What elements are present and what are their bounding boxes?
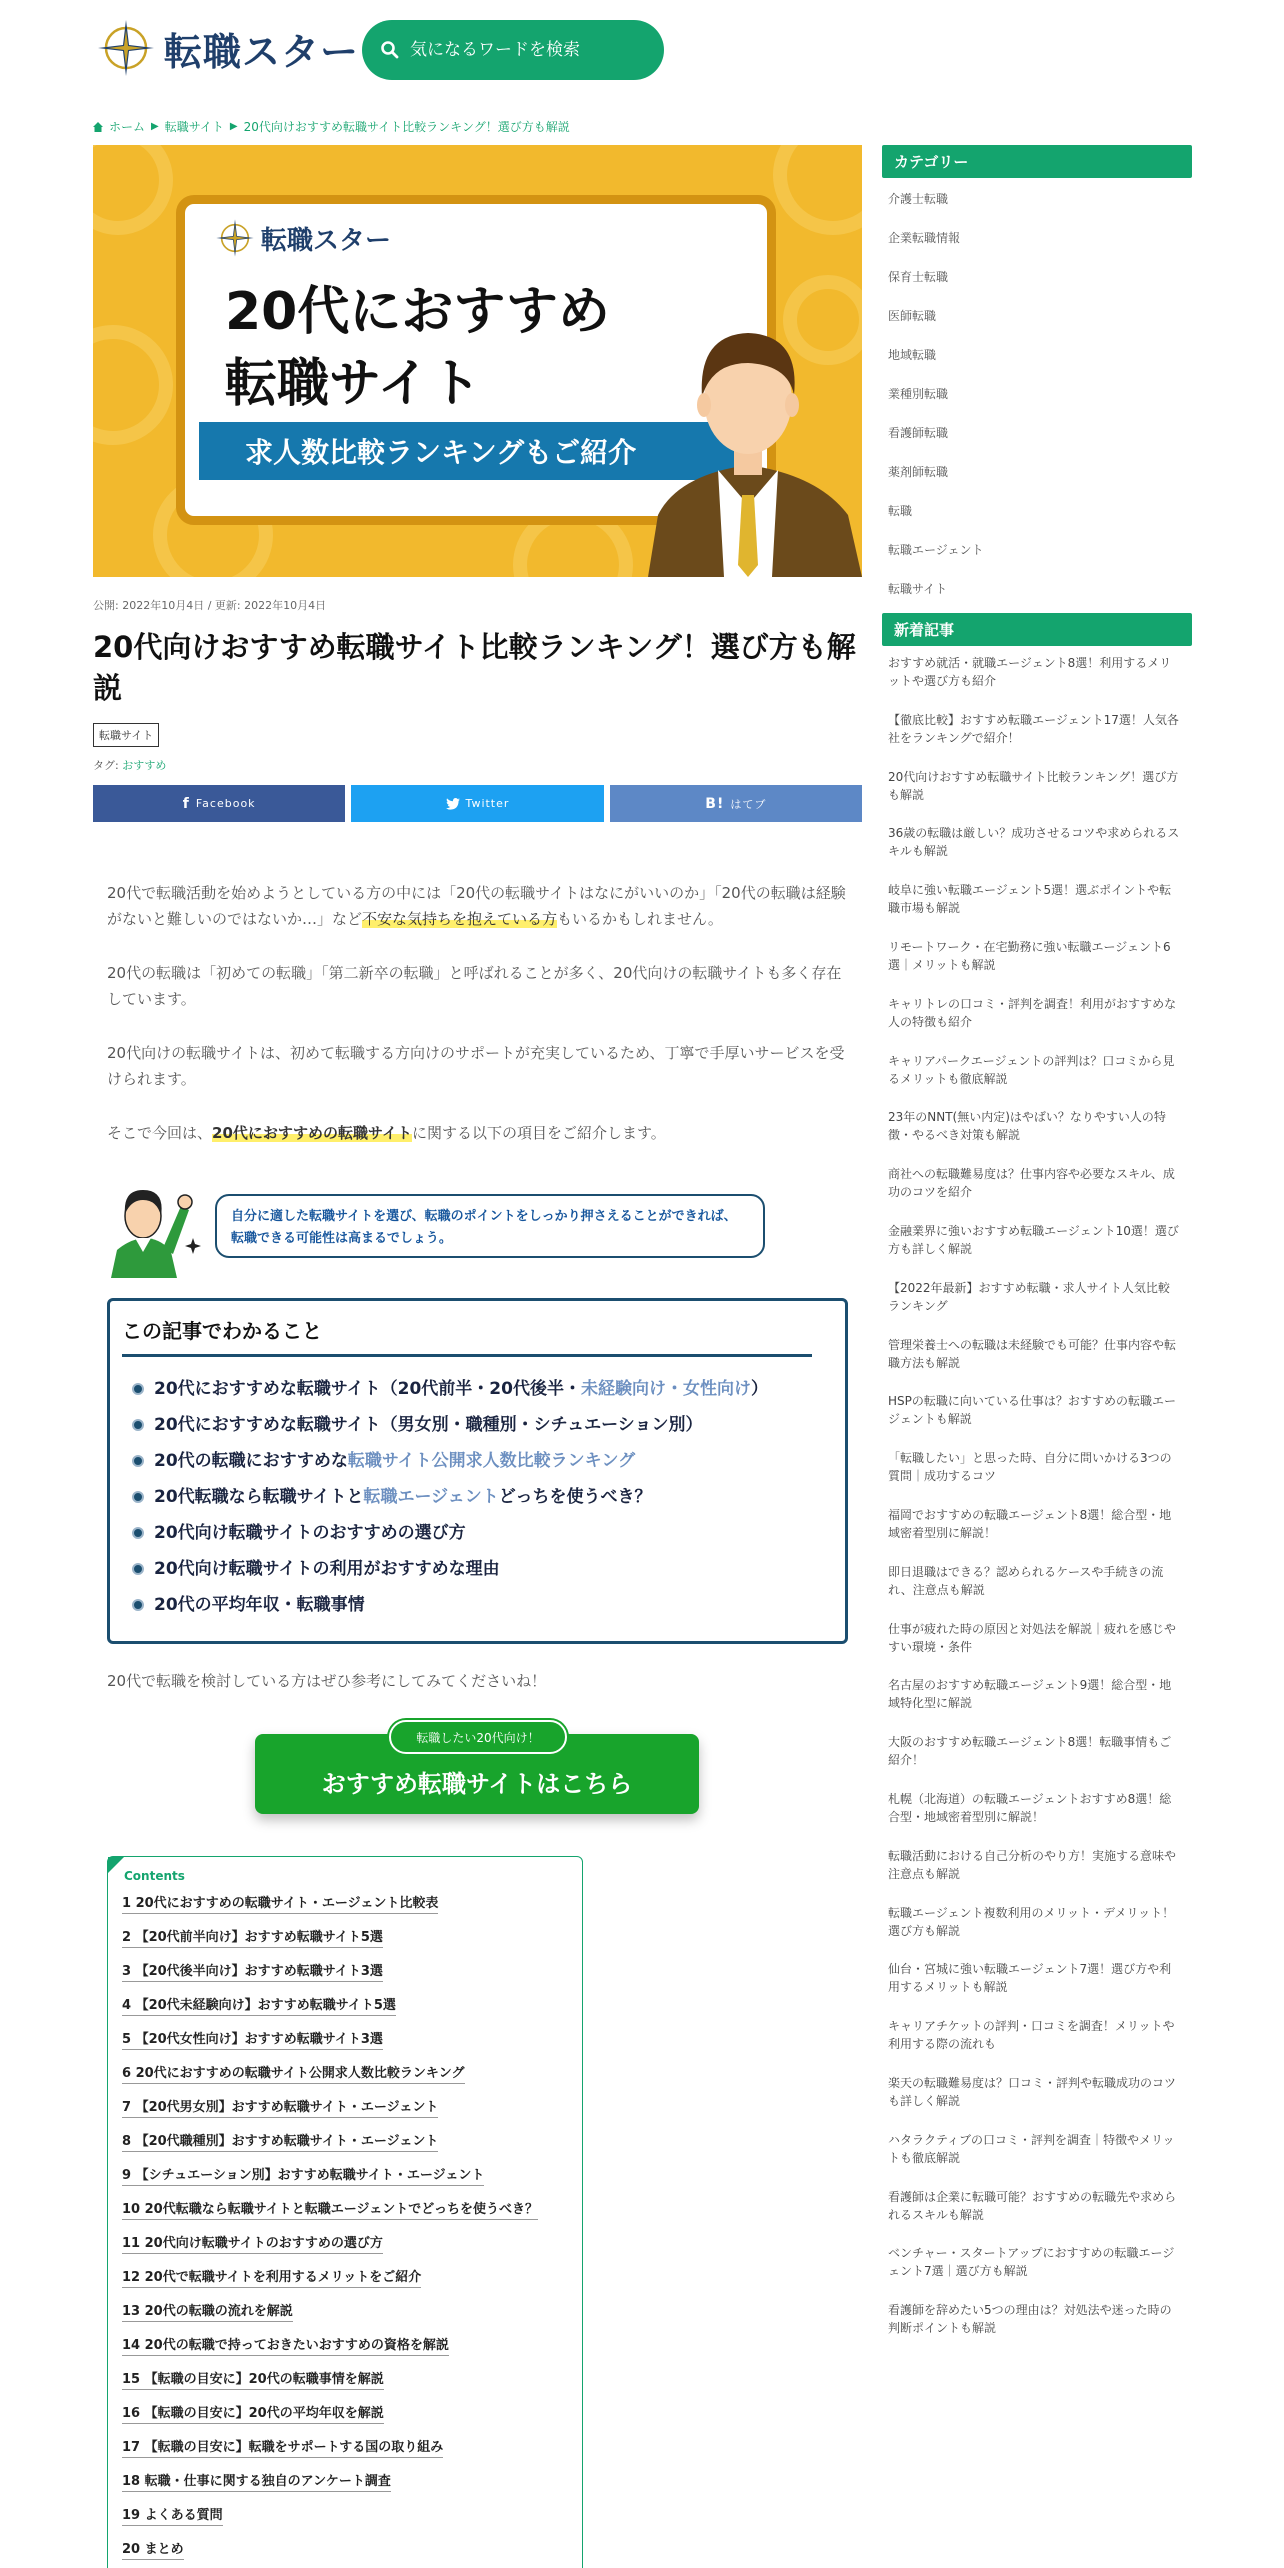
advisor-illustration	[107, 1178, 203, 1278]
sidebar-category-link[interactable]: 業種別転職	[888, 387, 949, 401]
toc-item	[122, 2193, 568, 2227]
businessman-illustration	[648, 305, 862, 577]
sidebar-news-link[interactable]: HSPの転職に向いている仕事は？おすすめの転職エージェントも解説	[888, 1394, 1176, 1427]
toc-link[interactable]	[122, 2270, 421, 2288]
toc-item	[122, 2091, 568, 2125]
toc-item	[122, 2499, 568, 2533]
twitter-icon	[446, 798, 460, 810]
bullet-icon	[132, 1419, 144, 1431]
toc-link[interactable]	[122, 2100, 438, 2118]
sidebar-news-link[interactable]: 管理栄養士への転職は未経験でも可能？仕事内容や転職方法も解説	[888, 1337, 1177, 1370]
facebook-share-button[interactable]	[93, 785, 345, 822]
toc-link-text: 12 20代で転職サイトを利用するメリットをご紹介	[122, 2270, 421, 2288]
cta-button[interactable]: おすすめ転職サイトはこちら	[255, 1734, 699, 1814]
breadcrumb-home[interactable]: ホーム	[109, 120, 146, 134]
speech-bubble: 自分に適した転職サイトを選び、転職のポイントをしっかり押さえることができれば、転職できる可能性は高まるでしょう。	[215, 1194, 765, 1258]
sidebar-category-link[interactable]: 保育士転職	[888, 270, 949, 284]
toc-link[interactable]	[122, 2202, 538, 2220]
toc-item	[122, 1989, 568, 2023]
toc-item	[122, 2057, 568, 2091]
sidebar-category-link[interactable]: 薬剤師転職	[888, 465, 949, 479]
toc-link-text: 5 【20代女性向け】おすすめ転職サイト3選	[122, 2032, 383, 2050]
toc-title: Contents	[124, 1869, 185, 1883]
sidebar-news-link[interactable]: 「転職したい」と思った時、自分に問いかける3つの質問｜成功するコツ	[888, 1451, 1172, 1484]
summary-link[interactable]: 未経験向け・女性向け	[580, 1379, 751, 1399]
cta-pill-label: 転職したい20代向け！	[389, 1720, 567, 1754]
twitter-share-button[interactable]	[351, 785, 603, 822]
toc-link-text: 4 【20代未経験向け】おすすめ転職サイト5選	[122, 1998, 396, 2016]
toc-link[interactable]	[122, 1896, 438, 1914]
home-icon	[93, 122, 103, 132]
toc-link[interactable]	[122, 2508, 223, 2526]
main-article	[93, 145, 862, 2568]
tag-link[interactable]: おすすめ	[122, 759, 167, 772]
corner-triangle-icon	[108, 1857, 124, 1873]
sidebar-news-link[interactable]: 看護師は企業に転職可能？おすすめの転職先や求められるスキルも解説	[888, 2189, 1177, 2222]
breadcrumb-category[interactable]: 転職サイト	[164, 120, 224, 134]
sidebar-news-link[interactable]: 23年のNNT(無い内定)はやばい？なりやすい人の特徴・やるべき対策も解説	[888, 1110, 1166, 1143]
toc-item	[122, 2227, 568, 2261]
summary-item: 20代の平均年収・転職事情	[122, 1587, 833, 1623]
sidebar-news-link[interactable]: 転職活動における自己分析のやり方！実施する意味や注意点も解説	[888, 1848, 1177, 1881]
toc-item	[122, 2431, 568, 2465]
facebook-icon: f	[182, 795, 190, 812]
sidebar-news-link[interactable]: キャリアチケットの評判・口コミを調査！メリットや利用する際の流れも	[888, 2019, 1175, 2052]
toc-item	[122, 2363, 568, 2397]
toc-link[interactable]	[122, 2338, 449, 2356]
sidebar-news-link[interactable]: 金融業界に強いおすすめ転職エージェント10選！選び方も詳しく解説	[888, 1223, 1179, 1256]
toc-link[interactable]	[122, 2134, 438, 2152]
intro-paragraph-3: 20代向けの転職サイトは、初めて転職する方向けのサポートが充実しているため、丁寧で手厚いサービスを受けられます。	[107, 1044, 845, 1088]
table-of-contents	[107, 1856, 583, 2568]
summary-item: 20代向け転職サイトの利用がおすすめな理由	[122, 1551, 833, 1587]
toc-link-text: 8 【20代職種別】おすすめ転職サイト・エージェント	[122, 2134, 438, 2152]
toc-link-text: 20 まとめ	[122, 2542, 184, 2560]
twitter-label: Twitter	[465, 797, 510, 810]
summary-link[interactable]: 転職サイト公開求人数比較ランキング	[347, 1451, 636, 1471]
toc-link-text: 17 【転職の目安に】転職をサポートする国の取り組み	[122, 2440, 443, 2458]
sidebar-news-link[interactable]: 大阪のおすすめ転職エージェント8選！転職事情もご紹介！	[888, 1735, 1172, 1768]
sidebar-news-link[interactable]: ハタラクティブの口コミ・評判を調査｜特徴やメリットも徹底解説	[888, 2132, 1175, 2165]
toc-link-text: 19 よくある質問	[122, 2508, 223, 2526]
sidebar-news-link[interactable]: キャリトレの口コミ・評判を調査！利用がおすすめな人の特徴も紹介	[888, 996, 1177, 1029]
toc-link-text: 11 20代向け転職サイトのおすすめの選び方	[122, 2236, 383, 2254]
highlight-text: 20代におすすめの転職サイト	[212, 1124, 412, 1142]
summary-item: 20代転職なら転職サイトと転職エージェントどっちを使うべき？	[122, 1479, 833, 1515]
toc-link[interactable]	[122, 1930, 383, 1948]
breadcrumb	[93, 118, 570, 135]
toc-link-text: 14 20代の転職で持っておきたいおすすめの資格を解説	[122, 2338, 449, 2356]
hero-ribbon: 求人数比較ランキングもご紹介	[199, 422, 759, 480]
sidebar-news-link[interactable]: 36歳の転職は厳しい？成功させるコツや求められるスキルも解説	[888, 826, 1180, 859]
toc-item	[122, 2159, 568, 2193]
tag-line	[93, 757, 862, 773]
toc-link[interactable]	[122, 2066, 465, 2084]
hero-image	[93, 145, 862, 577]
sidebar	[882, 145, 1192, 2358]
toc-link[interactable]	[122, 2032, 383, 2050]
facebook-label: Facebook	[195, 797, 256, 810]
categories-heading: カテゴリー	[882, 145, 1192, 178]
sidebar-news-link[interactable]: 【徹底比較】おすすめ転職エージェント17選！人気各社をランキングで紹介！	[888, 712, 1179, 745]
bullet-icon	[132, 1383, 144, 1395]
toc-link-text: 2 【20代前半向け】おすすめ転職サイト5選	[122, 1930, 383, 1948]
hero-logo-text: 転職スター	[261, 225, 392, 256]
toc-item	[122, 1921, 568, 1955]
search-bar[interactable]	[362, 20, 664, 80]
intro-paragraph-2: 20代の転職は「初めての転職」「第二新卒の転職」と呼ばれることが多く、20代向けの転職サイトも多く存在しています。	[107, 964, 842, 1008]
toc-link[interactable]	[122, 2236, 383, 2254]
intro-paragraph-1: 20代で転職活動を始めようとしている方の中には「20代の転職サイトはなにがいいのか」「20代の転職は経験がないと難しいのではないか…」など不安な気持ちを抱えている方もいるかもしれません。	[107, 884, 846, 928]
chevron-right-icon: ▶	[229, 121, 238, 132]
summary-item: 20代の転職におすすめな転職サイト公開求人数比較ランキング	[122, 1443, 833, 1479]
category-badge[interactable]: 転職サイト	[93, 723, 159, 747]
speech-block	[93, 1178, 862, 1278]
intro-paragraph-4: そこで今回は、20代におすすめの転職サイトに関する以下の項目をご紹介します。	[107, 1124, 666, 1142]
cta-block	[93, 1714, 862, 1824]
chevron-right-icon: ▶	[151, 121, 159, 132]
toc-item	[122, 2125, 568, 2159]
site-logo-text: 転職スター	[164, 29, 360, 74]
hero-logo	[215, 218, 391, 258]
summary-item: 20代におすすめな転職サイト（20代前半・20代後半・未経験向け・女性向け）	[122, 1371, 833, 1407]
sidebar-news-link[interactable]: 即日退職はできる？認められるケースや手続きの流れ、注意点も解説	[888, 1564, 1164, 1597]
toc-link-text: 3 【20代後半向け】おすすめ転職サイト3選	[122, 1964, 383, 1982]
toc-link-text: 18 転職・仕事に関する独自のアンケート調査	[122, 2474, 391, 2492]
toc-link-text: 7 【20代男女別】おすすめ転職サイト・エージェント	[122, 2100, 438, 2118]
summary-item: 20代におすすめな転職サイト（男女別・職種別・シチュエーション別）	[122, 1407, 833, 1443]
sidebar-category-link[interactable]: 看護師転職	[888, 426, 949, 440]
toc-item	[122, 2465, 568, 2499]
sidebar-category-link[interactable]: 介護士転職	[888, 192, 949, 206]
sidebar-news-link[interactable]: 仕事が疲れた時の原因と対処法を解説｜疲れを感じやすい環境・条件	[888, 1621, 1177, 1654]
toc-link[interactable]	[122, 2542, 184, 2560]
hatena-icon: B!	[705, 795, 725, 812]
hero-headline-line1: 20代におすすめ	[225, 282, 610, 342]
closing-paragraph: 20代で転職を検討している方はぜひ参考にしてみてくださいね！	[107, 1672, 547, 1690]
sidebar-category-link[interactable]: 企業転職情報	[888, 231, 961, 245]
sidebar-category-link[interactable]: 地域転職	[888, 348, 937, 362]
sidebar-news-link[interactable]: 札幌（北海道）の転職エージェントおすすめ8選！総合型・地域密着型別に解説！	[888, 1791, 1172, 1824]
toc-item	[122, 2261, 568, 2295]
bullet-icon	[132, 1455, 144, 1467]
sidebar-category-link[interactable]: 医師転職	[888, 309, 937, 323]
hero-headline-line2: 転職サイト	[225, 354, 482, 414]
summary-link[interactable]: 転職エージェント	[363, 1487, 499, 1507]
summary-item: 20代向け転職サイトのおすすめの選び方	[122, 1515, 833, 1551]
sidebar-news-link[interactable]: 【2022年最新】おすすめ転職・求人サイト人気比較ランキング	[888, 1280, 1170, 1313]
toc-link[interactable]	[122, 1964, 383, 1982]
tags-label: タグ:	[93, 759, 119, 772]
bullet-icon	[132, 1563, 144, 1575]
search-input[interactable]	[410, 40, 630, 60]
bullet-icon	[132, 1527, 144, 1539]
sidebar-news-link[interactable]: 福岡でおすすめの転職エージェント8選！総合型・地域密着型別に解説！	[888, 1507, 1172, 1540]
sidebar-category-link[interactable]: 転職サイト	[888, 582, 948, 596]
sidebar-news-link[interactable]: おすすめ就活・就職エージェント8選！利用するメリットや選び方も紹介	[888, 656, 1172, 688]
highlight-text: 不安な気持ちを抱えている方	[362, 910, 558, 928]
sidebar-news-link[interactable]: ベンチャー・スタートアップにおすすめの転職エージェント7選｜選び方も解説	[888, 2246, 1175, 2279]
toc-link-text: 6 20代におすすめの転職サイト公開求人数比較ランキング	[122, 2066, 465, 2084]
bullet-icon	[132, 1491, 144, 1503]
share-buttons	[93, 785, 862, 822]
toc-link[interactable]	[122, 2474, 391, 2492]
toc-link[interactable]	[122, 2304, 293, 2322]
search-icon[interactable]	[380, 40, 400, 60]
toc-link-text: 10 20代転職なら転職サイトと転職エージェントでどっちを使うべき？	[122, 2202, 538, 2220]
toc-link[interactable]	[122, 2406, 384, 2424]
hatena-share-button[interactable]	[610, 785, 862, 822]
sidebar-category-link[interactable]: 転職	[888, 504, 913, 518]
toc-item	[122, 2533, 568, 2567]
sidebar-news-link[interactable]: 岐阜に強い転職エージェント5選！選ぶポイントや転職市場も解説	[888, 883, 1172, 916]
toc-item	[122, 2023, 568, 2057]
post-meta: 公開: 2022年10月4日 / 更新: 2022年10月4日	[93, 599, 327, 612]
sidebar-news-link[interactable]: 名古屋のおすすめ転職エージェント9選！総合型・地域特化型に解説	[888, 1678, 1172, 1711]
sidebar-news-link[interactable]: 楽天の転職難易度は？口コミ・評判や転職成功のコツも詳しく解説	[888, 2075, 1177, 2108]
hero-headline	[225, 276, 610, 420]
summary-box	[107, 1298, 848, 1644]
summary-title: この記事でわかること	[122, 1315, 812, 1357]
star-logo-icon	[215, 218, 255, 258]
star-logo-icon	[96, 18, 156, 78]
toc-link[interactable]	[122, 2440, 443, 2458]
sidebar-news-link[interactable]: リモートワーク・在宅勤務に強い転職エージェント6選｜メリットも解説	[888, 939, 1171, 972]
news-heading: 新着記事	[882, 613, 1192, 646]
site-logo[interactable]	[96, 18, 359, 78]
toc-link-text: 9 【シチュエーション別】おすすめ転職サイト・エージェント	[122, 2168, 484, 2186]
toc-link-text: 16 【転職の目安に】20代の平均年収を解説	[122, 2406, 384, 2424]
sidebar-news-link[interactable]: キャリアパークエージェントの評判は？口コミから見るメリットも徹底解説	[888, 1053, 1175, 1086]
toc-link-text: 1 20代におすすめの転職サイト・エージェント比較表	[122, 1896, 438, 1914]
toc-link[interactable]	[122, 2168, 484, 2186]
sidebar-news-link[interactable]: 看護師を辞めたい5つの理由は？対処法や迷った時の判断ポイントも解説	[888, 2303, 1172, 2336]
toc-link-text: 13 20代の転職の流れを解説	[122, 2304, 293, 2322]
sidebar-news-link[interactable]: 仙台・宮城に強い転職エージェント7選！選び方や利用するメリットも解説	[888, 1962, 1172, 1995]
sidebar-category-link[interactable]: 転職エージェント	[888, 543, 984, 557]
article-title: 20代向けおすすめ転職サイト比較ランキング！選び方も解説	[93, 630, 856, 705]
toc-item	[122, 1887, 568, 1921]
toc-link-text: 15 【転職の目安に】20代の転職事情を解説	[122, 2372, 384, 2390]
toc-item	[122, 2295, 568, 2329]
sidebar-news-link[interactable]: 転職エージェント複数利用のメリット・デメリット！選び方も解説	[888, 1905, 1175, 1938]
toc-item	[122, 2397, 568, 2431]
sidebar-news-link[interactable]: 商社への転職難易度は？仕事内容や必要なスキル、成功のコツを紹介	[888, 1167, 1175, 1200]
hatena-label: はてブ	[730, 797, 767, 811]
bullet-icon	[132, 1599, 144, 1611]
toc-link[interactable]	[122, 2372, 384, 2390]
toc-item	[122, 1955, 568, 1989]
toc-item	[122, 2329, 568, 2363]
toc-link[interactable]	[122, 1998, 396, 2016]
sidebar-news-link[interactable]: 20代向けおすすめ転職サイト比較ランキング！選び方も解説	[888, 769, 1179, 802]
breadcrumb-current[interactable]: 20代向けおすすめ転職サイト比較ランキング！選び方も解説	[243, 120, 570, 134]
